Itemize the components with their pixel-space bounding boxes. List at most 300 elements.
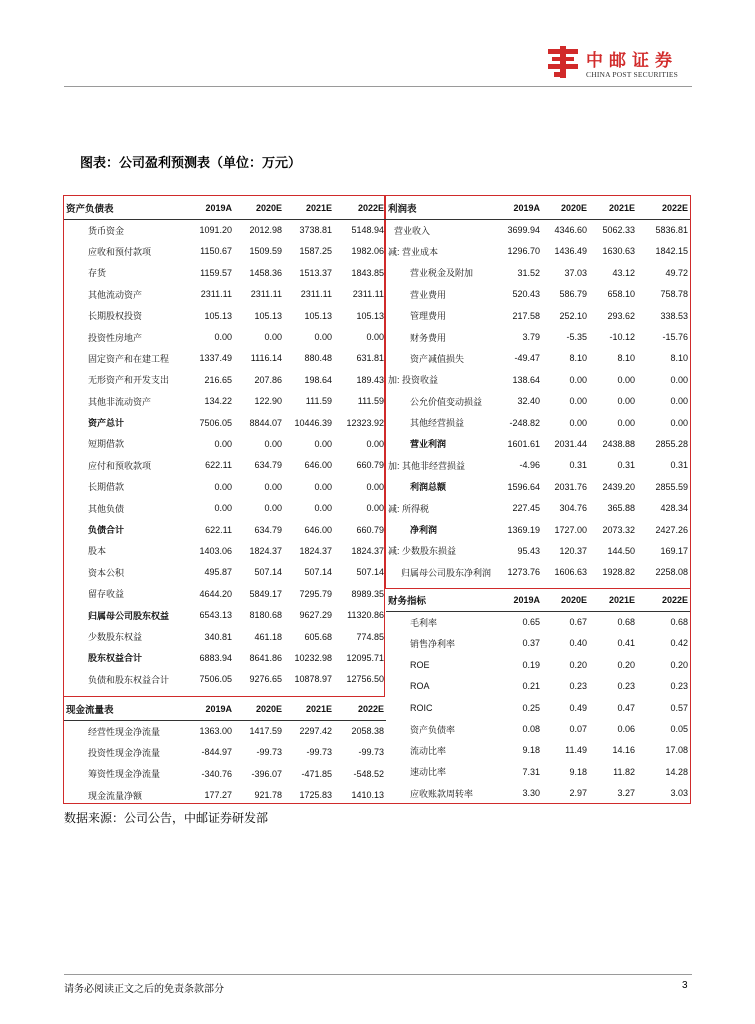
row-label: 留存收益 xyxy=(88,589,125,600)
table-row xyxy=(386,433,690,454)
page-number: 3 xyxy=(682,980,688,991)
row-value: 0.23 xyxy=(670,681,688,692)
row-value: 507.14 xyxy=(254,567,282,578)
row-value: 122.90 xyxy=(254,396,282,407)
table-row xyxy=(386,391,690,412)
table-row xyxy=(386,761,690,782)
row-label: 无形资产和开发支出 xyxy=(88,375,170,386)
year-header: 2020E xyxy=(234,198,284,219)
row-label: 销售净利率 xyxy=(410,638,456,649)
table-row xyxy=(64,562,386,583)
row-value: 134.22 xyxy=(204,396,232,407)
row-value: 1417.59 xyxy=(249,726,282,737)
row-value: 1509.59 xyxy=(249,246,282,257)
row-value: 189.43 xyxy=(356,374,384,385)
row-value: 0.00 xyxy=(617,374,635,385)
row-value: 0.00 xyxy=(264,438,282,449)
row-value: 605.68 xyxy=(304,631,332,642)
financial-indicators-table xyxy=(386,590,690,804)
row-value: 428.34 xyxy=(660,503,688,514)
year-header: 2020E xyxy=(542,198,589,219)
row-value: -99.73 xyxy=(306,747,332,758)
row-value: 7506.05 xyxy=(199,417,232,428)
financial-indicators-body xyxy=(386,590,690,804)
table-row xyxy=(64,412,386,433)
row-value: -548.52 xyxy=(353,768,384,779)
row-value: 8989.35 xyxy=(351,588,384,599)
table-row xyxy=(386,412,690,433)
row-value: 198.64 xyxy=(304,374,332,385)
row-value: 2.97 xyxy=(569,788,587,799)
row-value: 105.13 xyxy=(304,310,332,321)
row-value: 634.79 xyxy=(254,460,282,471)
row-value: 37.03 xyxy=(564,267,587,278)
row-value: 8844.07 xyxy=(249,417,282,428)
row-value: 1824.37 xyxy=(351,545,384,556)
row-label: 加: 投资收益 xyxy=(388,375,439,386)
row-value: 1727.00 xyxy=(554,524,587,535)
row-value: 365.88 xyxy=(607,503,635,514)
row-value: 12323.92 xyxy=(346,417,384,428)
row-value: 634.79 xyxy=(254,524,282,535)
row-value: 9.18 xyxy=(522,745,540,756)
row-value: 120.37 xyxy=(559,545,587,556)
table-row xyxy=(64,647,386,668)
row-label: 股本 xyxy=(88,546,107,557)
row-value: -5.35 xyxy=(566,332,587,343)
row-value: 646.00 xyxy=(304,460,332,471)
row-label: 筹资性现金净流量 xyxy=(88,769,161,780)
row-value: 658.10 xyxy=(607,289,635,300)
row-value: 2855.59 xyxy=(655,481,688,492)
row-value: 293.62 xyxy=(607,310,635,321)
row-value: 0.00 xyxy=(314,438,332,449)
row-value: 1982.06 xyxy=(351,246,384,257)
row-label: 长期借款 xyxy=(88,482,125,493)
row-label: 固定资产和在建工程 xyxy=(88,353,170,364)
row-value: 8180.68 xyxy=(249,610,282,621)
year-header: 2021E xyxy=(284,699,334,720)
year-header: 2022E xyxy=(637,198,690,219)
row-label: 其他经营损益 xyxy=(410,418,465,429)
table-row xyxy=(64,241,386,262)
row-value: 520.43 xyxy=(512,289,540,300)
row-value: 138.64 xyxy=(512,374,540,385)
row-value: 1725.83 xyxy=(299,790,332,801)
row-value: 495.87 xyxy=(204,567,232,578)
row-value: 586.79 xyxy=(559,289,587,300)
row-label: 减: 营业成本 xyxy=(388,246,439,257)
row-value: 646.00 xyxy=(304,524,332,535)
table-row xyxy=(64,742,386,763)
table-row xyxy=(386,540,690,561)
row-value: 0.49 xyxy=(569,702,587,713)
row-label: 加: 其他非经营损益 xyxy=(388,460,466,471)
row-value: 1091.20 xyxy=(199,225,232,236)
cash-flow-body xyxy=(64,699,386,806)
row-value: 217.58 xyxy=(512,310,540,321)
row-value: 2012.98 xyxy=(249,225,282,236)
table-row xyxy=(64,763,386,784)
row-value: 0.65 xyxy=(522,617,540,628)
row-label: 流动比率 xyxy=(410,745,447,756)
row-value: 10232.98 xyxy=(294,652,332,663)
row-value: 7506.05 xyxy=(199,674,232,685)
row-value: 0.31 xyxy=(617,460,635,471)
row-label: 股东权益合计 xyxy=(88,653,143,664)
row-value: 216.65 xyxy=(204,374,232,385)
row-value: 0.00 xyxy=(569,396,587,407)
table-row xyxy=(64,720,386,741)
balance-sheet-body xyxy=(64,198,386,690)
row-value: 1116.14 xyxy=(250,353,282,364)
row-value: 207.86 xyxy=(254,374,282,385)
row-value: 7295.79 xyxy=(299,588,332,599)
table-row xyxy=(64,262,386,283)
row-value: 177.27 xyxy=(204,790,232,801)
row-value: 105.13 xyxy=(204,310,232,321)
table-row xyxy=(64,348,386,369)
table-row xyxy=(64,626,386,647)
row-value: 4644.20 xyxy=(199,588,232,599)
row-label: 负债合计 xyxy=(88,525,125,536)
year-header: 2021E xyxy=(589,198,637,219)
row-value: 0.41 xyxy=(617,638,635,649)
row-value: 461.18 xyxy=(254,631,282,642)
row-value: 2258.08 xyxy=(655,567,688,578)
row-value: 622.11 xyxy=(205,460,232,471)
row-value: 921.78 xyxy=(254,790,282,801)
section-title: 现金流量表 xyxy=(64,699,184,720)
row-label: 归属母公司股东权益 xyxy=(88,610,170,621)
row-label: 资本公积 xyxy=(88,567,125,578)
row-value: 105.13 xyxy=(356,310,384,321)
table-row xyxy=(386,241,690,262)
row-value: 2311.11 xyxy=(300,289,332,300)
row-value: 12095.71 xyxy=(346,652,384,663)
table-row xyxy=(64,785,386,806)
table-row xyxy=(386,219,690,240)
row-value: 1824.37 xyxy=(249,545,282,556)
row-value: 0.31 xyxy=(569,460,587,471)
year-header: 2020E xyxy=(234,699,284,720)
row-label: 减: 少数股东损益 xyxy=(388,546,457,557)
table-row xyxy=(64,476,386,497)
row-label: 存货 xyxy=(88,268,107,279)
row-value: 0.00 xyxy=(214,438,232,449)
row-value: 0.23 xyxy=(569,681,587,692)
row-value: 2297.42 xyxy=(299,726,332,737)
row-value: 144.50 xyxy=(607,545,635,556)
row-value: 105.13 xyxy=(254,310,282,321)
row-value: 2427.26 xyxy=(655,524,688,535)
row-value: 32.40 xyxy=(517,396,540,407)
row-value: 111.59 xyxy=(305,396,332,407)
row-value: 3.30 xyxy=(522,788,540,799)
row-value: -4.96 xyxy=(519,460,540,471)
row-value: 2073.32 xyxy=(602,524,635,535)
table-row xyxy=(386,497,690,518)
row-label: 短期借款 xyxy=(88,439,125,450)
row-value: 1606.63 xyxy=(554,567,587,578)
row-value: -844.97 xyxy=(201,747,232,758)
row-value: 0.05 xyxy=(670,724,688,735)
logo-cn-text: 中邮证券 xyxy=(586,51,678,71)
row-value: 0.31 xyxy=(670,460,688,471)
row-value: 1630.63 xyxy=(602,246,635,257)
row-label: 少数股东权益 xyxy=(88,632,143,642)
row-value: 880.48 xyxy=(304,353,332,364)
row-value: -99.73 xyxy=(358,747,384,758)
table-row xyxy=(386,697,690,718)
row-value: 7.31 xyxy=(522,766,540,777)
table-row xyxy=(386,348,690,369)
table-row xyxy=(64,284,386,305)
year-header: 2019A xyxy=(492,590,542,611)
data-source-note: 数据来源：公司公告，中邮证券研发部 xyxy=(64,811,269,825)
row-value: 0.08 xyxy=(522,724,540,735)
company-logo xyxy=(546,44,706,82)
row-value: 0.20 xyxy=(569,659,587,670)
row-value: 0.00 xyxy=(314,481,332,492)
row-value: 0.00 xyxy=(366,438,384,449)
row-value: 11.82 xyxy=(613,766,635,777)
row-value: 0.00 xyxy=(569,374,587,385)
table-row xyxy=(64,455,386,476)
row-value: 1410.13 xyxy=(351,790,384,801)
row-value: 774.85 xyxy=(356,631,384,642)
row-value: 1513.37 xyxy=(299,267,332,278)
table-row xyxy=(386,284,690,305)
row-value: 0.00 xyxy=(214,332,232,343)
row-value: 0.20 xyxy=(670,659,688,670)
row-value: -396.07 xyxy=(251,768,282,779)
row-value: 660.79 xyxy=(356,460,384,471)
row-label: 营业税金及附加 xyxy=(410,268,474,279)
row-value: 0.68 xyxy=(617,617,635,628)
year-header: 2021E xyxy=(589,590,637,611)
row-value: 10446.39 xyxy=(294,417,332,428)
row-value: 1587.25 xyxy=(299,246,332,257)
row-value: 0.25 xyxy=(522,702,540,713)
row-value: 338.53 xyxy=(660,310,688,321)
row-label: 资产负债率 xyxy=(410,724,456,735)
row-value: 8.10 xyxy=(617,353,635,364)
row-value: 0.06 xyxy=(617,724,635,735)
row-value: 0.00 xyxy=(264,332,282,343)
row-label: 其他流动资产 xyxy=(88,289,143,300)
row-label: 其他非流动资产 xyxy=(88,396,152,407)
row-value: 1337.49 xyxy=(199,353,232,364)
year-header: 2022E xyxy=(334,699,386,720)
income-statement-body xyxy=(386,198,690,583)
row-label: 营业收入 xyxy=(394,225,431,236)
balance-sheet-table xyxy=(64,198,386,690)
row-value: 0.00 xyxy=(366,503,384,514)
row-label: ROIC xyxy=(410,702,433,713)
year-header: 2019A xyxy=(184,699,234,720)
header-row xyxy=(64,198,386,219)
row-label: 资产减值损失 xyxy=(410,353,465,364)
row-value: 0.00 xyxy=(314,332,332,343)
table-row xyxy=(64,540,386,561)
table-row xyxy=(386,369,690,390)
disclaimer-note: 请务必阅读正文之后的免责条款部分 xyxy=(64,984,224,995)
row-value: 0.40 xyxy=(569,638,587,649)
row-label: 资产总计 xyxy=(88,418,125,429)
row-value: 9.18 xyxy=(569,766,587,777)
row-label: 营业利润 xyxy=(410,439,447,450)
row-label: 应收账款周转率 xyxy=(410,788,474,799)
section-title: 财务指标 xyxy=(386,590,492,611)
row-value: 8641.86 xyxy=(249,652,282,663)
row-value: 507.14 xyxy=(304,567,332,578)
row-value: 9627.29 xyxy=(299,610,332,621)
row-value: 6883.94 xyxy=(199,652,232,663)
row-value: 2311.11 xyxy=(250,289,282,300)
row-value: 8.10 xyxy=(569,353,587,364)
row-value: 49.72 xyxy=(665,267,688,278)
row-value: 2439.20 xyxy=(602,481,635,492)
year-header: 2019A xyxy=(184,198,234,219)
row-value: 169.17 xyxy=(660,545,688,556)
row-label: 投资性房地产 xyxy=(88,332,143,343)
row-value: 12756.50 xyxy=(346,674,384,685)
row-label: 应收和预付款项 xyxy=(88,246,152,257)
table-row xyxy=(64,519,386,540)
header-row xyxy=(386,590,690,611)
row-value: -471.85 xyxy=(301,768,332,779)
row-value: 2855.28 xyxy=(655,438,688,449)
row-value: 1601.61 xyxy=(507,438,540,449)
row-value: 0.37 xyxy=(522,638,540,649)
row-value: 0.00 xyxy=(617,417,635,428)
income-statement-table xyxy=(386,198,690,583)
row-value: 304.76 xyxy=(559,503,587,514)
row-value: 758.78 xyxy=(660,289,688,300)
row-value: 1436.49 xyxy=(554,246,587,257)
cash-flow-table xyxy=(64,699,386,806)
row-value: 95.43 xyxy=(517,545,540,556)
row-value: 17.08 xyxy=(665,745,688,756)
row-value: 9276.65 xyxy=(249,674,282,685)
row-value: 5062.33 xyxy=(602,225,635,236)
row-value: 3699.94 xyxy=(507,225,540,236)
row-value: 1296.70 xyxy=(507,246,540,257)
row-value: 2438.88 xyxy=(602,438,635,449)
row-label: 减: 所得税 xyxy=(388,503,430,514)
row-value: 1369.19 xyxy=(507,524,540,535)
table-row xyxy=(64,305,386,326)
row-label: 负债和股东权益合计 xyxy=(88,674,170,685)
row-value: 14.16 xyxy=(612,745,635,756)
table-row xyxy=(64,497,386,518)
table-row xyxy=(386,519,690,540)
row-value: 5836.81 xyxy=(655,225,688,236)
row-value: -15.76 xyxy=(662,332,688,343)
row-value: 507.14 xyxy=(356,567,384,578)
row-value: 1273.76 xyxy=(507,567,540,578)
table-row xyxy=(64,326,386,347)
row-value: 1363.00 xyxy=(199,726,232,737)
row-value: 2031.44 xyxy=(554,438,587,449)
table-row xyxy=(64,433,386,454)
row-value: 622.11 xyxy=(205,524,232,535)
row-value: 5849.17 xyxy=(249,588,282,599)
row-value: 3.79 xyxy=(522,332,540,343)
row-value: 0.19 xyxy=(522,659,540,670)
table-row xyxy=(386,676,690,697)
row-label: 营业费用 xyxy=(410,289,447,300)
row-value: 0.00 xyxy=(366,481,384,492)
china-post-logo-icon xyxy=(546,46,580,78)
row-label: 归属母公司股东净利润 xyxy=(401,567,492,578)
footer-divider xyxy=(64,974,692,975)
row-value: -248.82 xyxy=(509,417,540,428)
row-value: 43.12 xyxy=(612,267,635,278)
table-row xyxy=(386,476,690,497)
row-value: 0.00 xyxy=(264,481,282,492)
row-value: 227.45 xyxy=(512,503,540,514)
year-header: 2022E xyxy=(334,198,386,219)
row-value: 1150.67 xyxy=(200,246,232,257)
figure-title: 图表：公司盈利预测表（单位：万元） xyxy=(80,156,302,171)
row-label: 长期股权投资 xyxy=(88,311,143,322)
row-value: 5148.94 xyxy=(351,225,384,236)
header-row xyxy=(386,198,690,219)
row-value: 3.27 xyxy=(617,788,635,799)
row-value: 3.03 xyxy=(670,788,688,799)
row-value: 1824.37 xyxy=(299,545,332,556)
row-value: 0.00 xyxy=(314,503,332,514)
table-row xyxy=(386,562,690,583)
row-label: ROE xyxy=(410,659,430,670)
row-value: 2058.38 xyxy=(351,726,384,737)
row-label: 净利润 xyxy=(410,525,438,536)
row-value: 3738.81 xyxy=(299,225,332,236)
row-value: 1458.36 xyxy=(249,267,282,278)
table-row xyxy=(64,369,386,390)
header-row xyxy=(64,699,386,720)
row-value: 10878.97 xyxy=(294,674,332,685)
row-label: 公允价值变动损益 xyxy=(410,396,483,407)
row-value: 0.00 xyxy=(617,396,635,407)
row-label: 财务费用 xyxy=(410,332,447,343)
table-row xyxy=(64,219,386,240)
table-row xyxy=(64,604,386,625)
table-row xyxy=(386,654,690,675)
row-value: 0.00 xyxy=(670,417,688,428)
row-value: 0.00 xyxy=(366,332,384,343)
row-value: 6543.13 xyxy=(199,610,232,621)
row-value: 14.28 xyxy=(665,766,688,777)
row-value: 1928.82 xyxy=(602,567,635,578)
row-label: 应付和预收款项 xyxy=(88,460,152,471)
row-value: 11.49 xyxy=(565,745,587,756)
year-header: 2022E xyxy=(637,590,690,611)
row-value: 0.42 xyxy=(670,638,688,649)
table-row xyxy=(386,455,690,476)
row-value: -340.76 xyxy=(201,768,232,779)
row-value: -99.73 xyxy=(256,747,282,758)
row-value: 0.00 xyxy=(670,374,688,385)
row-label: 经营性现金净流量 xyxy=(88,726,161,737)
row-value: 111.59 xyxy=(357,396,384,407)
row-label: 投资性现金净流量 xyxy=(88,747,161,758)
row-value: 0.07 xyxy=(569,724,587,735)
row-value: 0.21 xyxy=(522,681,540,692)
row-value: -49.47 xyxy=(514,353,540,364)
